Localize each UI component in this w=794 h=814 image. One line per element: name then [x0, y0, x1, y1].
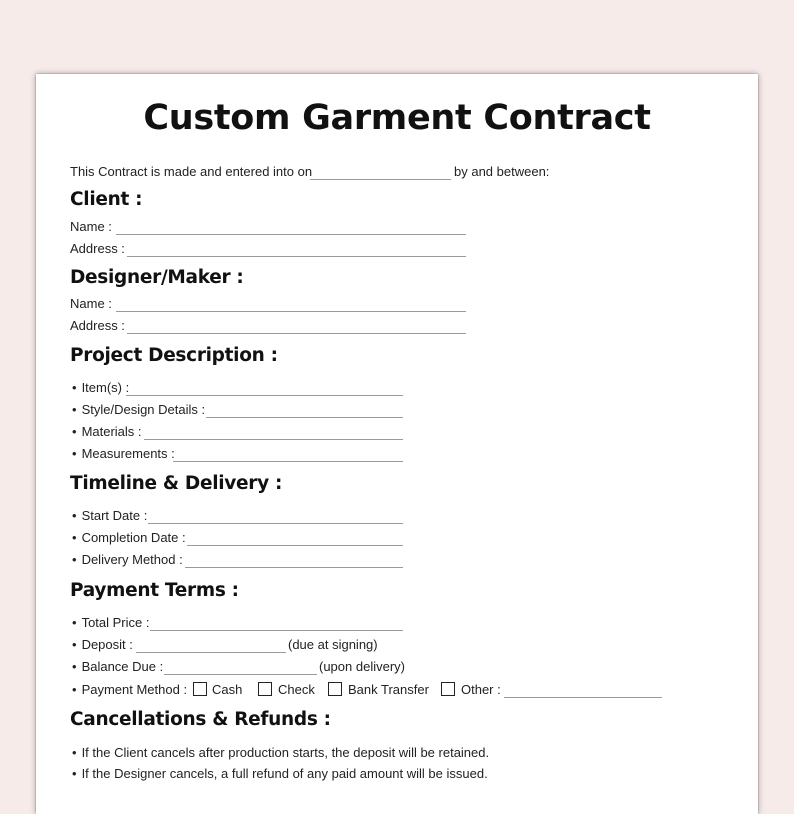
client-address-label: Address : — [70, 241, 125, 256]
designer-address-label: Address : — [70, 318, 125, 333]
balance-due-field[interactable] — [164, 674, 317, 675]
project-style-label: • Style/Design Details : — [72, 402, 205, 418]
project-item-label: • Item(s) : — [72, 380, 129, 396]
designer-name-label: Name : — [70, 296, 112, 311]
cash-checkbox[interactable] — [193, 682, 207, 696]
delivery-method-field[interactable] — [185, 567, 403, 568]
check-checkbox[interactable] — [258, 682, 272, 696]
balance-note: (upon delivery) — [319, 659, 405, 674]
designer-name-field[interactable] — [116, 311, 466, 312]
cash-label: Cash — [212, 682, 243, 697]
cancellations-heading: Cancellations & Refunds : — [70, 709, 331, 730]
other-label: Other : — [461, 682, 501, 697]
timeline-heading: Timeline & Delivery : — [70, 473, 283, 494]
payment-method-label: • Payment Method : — [72, 682, 187, 698]
deposit-note: (due at signing) — [288, 637, 378, 652]
designer-address-field[interactable] — [127, 333, 466, 334]
timeline-completion-label: • Completion Date : — [72, 530, 186, 546]
designer-heading: Designer/Maker : — [70, 267, 244, 288]
page-title: Custom Garment Contract — [143, 98, 651, 138]
payment-heading: Payment Terms : — [70, 580, 239, 601]
other-method-field[interactable] — [504, 697, 662, 698]
project-heading: Project Description : — [70, 345, 278, 366]
timeline-start-label: • Start Date : — [72, 508, 147, 524]
intro-suffix: by and between: — [454, 164, 550, 179]
client-address-field[interactable] — [127, 256, 466, 257]
deposit-label: • Deposit : — [72, 637, 133, 653]
total-price-label: • Total Price : — [72, 615, 149, 631]
project-measurements-label: • Measurements : — [72, 446, 175, 462]
project-materials-field[interactable] — [144, 439, 403, 440]
client-name-label: Name : — [70, 219, 112, 234]
balance-due-label: • Balance Due : — [72, 659, 163, 675]
contract-date-field[interactable] — [310, 179, 451, 180]
completion-date-field[interactable] — [187, 545, 403, 546]
check-label: Check — [278, 682, 315, 697]
project-style-field[interactable] — [206, 417, 403, 418]
timeline-delivery-label: • Delivery Method : — [72, 552, 183, 568]
deposit-field[interactable] — [136, 652, 286, 653]
bank-transfer-label: Bank Transfer — [348, 682, 429, 697]
total-price-field[interactable] — [150, 630, 403, 631]
cancellation-item: • If the Client cancels after production starts, the deposit will be retained. — [72, 745, 489, 761]
start-date-field[interactable] — [148, 523, 403, 524]
client-name-field[interactable] — [116, 234, 466, 235]
project-items-field[interactable] — [126, 395, 403, 396]
cancellation-item: • If the Designer cancels, a full refund of any paid amount will be issued. — [72, 766, 488, 782]
bank-transfer-checkbox[interactable] — [328, 682, 342, 696]
client-heading: Client : — [70, 189, 143, 210]
project-materials-label: • Materials : — [72, 424, 142, 440]
intro-prefix: This Contract is made and entered into on — [70, 164, 313, 179]
contract-page — [36, 74, 758, 814]
other-checkbox[interactable] — [441, 682, 455, 696]
project-measurements-field[interactable] — [173, 461, 403, 462]
